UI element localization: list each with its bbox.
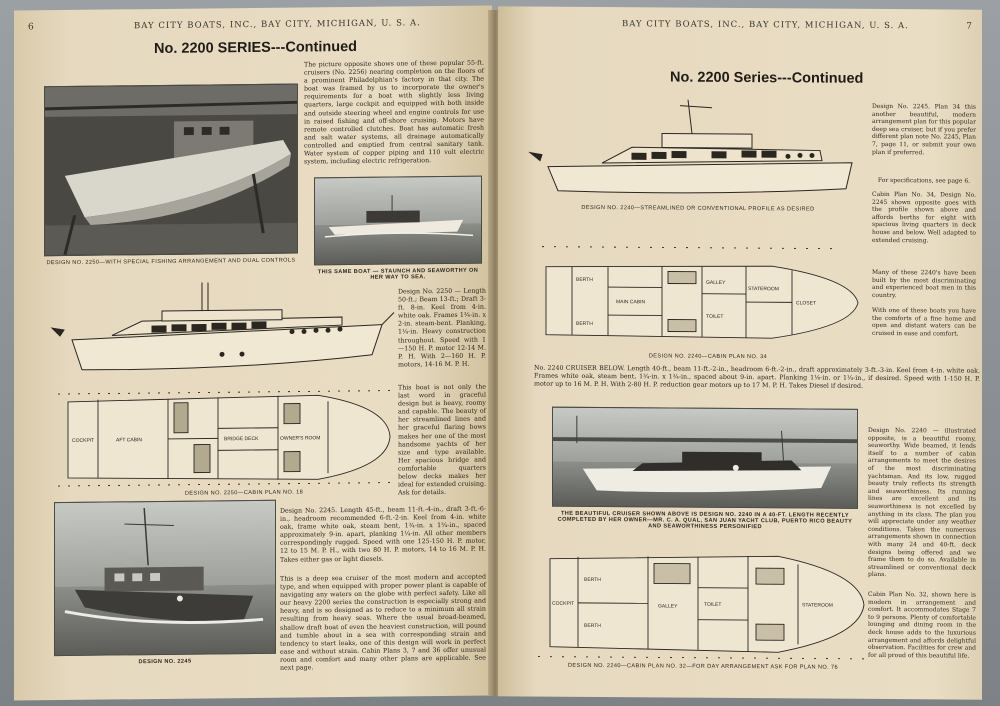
left-page <box>14 5 492 700</box>
plan18-label-cockpit: COCKPIT <box>72 437 95 444</box>
intro-text: The picture opposite shows one of these popular 55-ft. cruisers (No. 2256) nearing completion on the floors of a prominent Philadelphian's factory in that city. The boat was framed by us to incorporate the owner's requirements for a boat with slightly less living quarters, large cockpit and equipped with both inside and outside steering wheel and engine controls for use in raised fishing and off-shore cruising. Motors have remote controlled clutches. Boat has automatic fresh and salt water systems, all drainage automatically controlled and emptied from central sanitary tank. Water system of copper piping and 110 volt electric system, including electric refrigeration. <box>304 59 484 166</box>
plan18-label-aft-cabin: AFT CABIN <box>116 437 143 444</box>
cabin-plan-32 <box>538 547 868 661</box>
photo-2245-illustration <box>55 501 275 655</box>
left-page-title: No. 2200 SERIES---Continued <box>154 38 358 58</box>
side-text-plan34-intro: Design No. 2245. Plan 34 this another beautiful, modern arrangement plan for this popular deep sea cruiser, but if you prefer different plan note No. 2245, Plan 7, page 11, or submit your own plan if preferred. <box>872 102 976 156</box>
plan34-label-main-cabin: MAIN CABIN <box>616 299 646 306</box>
photo-2250-construction <box>44 84 298 257</box>
profile-2240-caption: DESIGN NO. 2240—STREAMLINED OR CONVENTIONAL PROFILE AS DESIRED <box>581 204 815 213</box>
cabin-plan-18 <box>58 387 394 489</box>
cabin-plan-18-svg <box>58 387 394 489</box>
cabin-plan-34 <box>532 237 864 349</box>
cabin-plan-34-svg <box>532 237 864 349</box>
design-2245-description: This is a deep sea cruiser of the most modern and accepted type, and when equipped with proper power plant is capable of navigating any waters on the globe with perfect safety. Like all our heavy 2200 series the construction is especially strong and heavy, and is so designed as to reduce to a minimum all strain resulting from heavy seas. Where the usual broad-beamed, shallow draft boat of even the heaviest construction, will pound and tumble about in a sea with corresponding strain and tendency to start leaks, one of this design will work in perfect ease and without strain. Cabin Plans 3, 7 and 36 offer unusual room and comfort and many other plans are applicable. See next page. <box>280 573 486 672</box>
photo-2250-at-sea <box>314 176 482 266</box>
side-text-specifications-ref: For specifications, see page 6. <box>877 176 971 185</box>
profile-drawing-2250 <box>42 272 398 384</box>
profile-2240-svg <box>512 90 862 202</box>
plan34-label-galley: GALLEY <box>706 279 726 286</box>
design-2240-specs: No. 2240 CRUISER BELOW. Length 40-ft., beam 11-ft.-2-in., headroom 6-ft.-2-in., draft approximately 3-ft.-3-in. Keel from 4-in. white oak. Frames white oak, steam bent, 1¾-in. x 1¾-in., spaced about 9-in. apart. Planking 1⅛-in. or 1¼-in., if desired. Speed with 1-150 H. P. motor up to 16 M. P. H. With 2-80 H. P. reduction gear motors up to 17 M. P. H. Takes Diesel if desired. <box>534 364 980 391</box>
photo-2240-illustration <box>553 408 857 508</box>
plan34-label-berth-1: BERTH <box>576 276 593 283</box>
plan34-label-toilet: TOILET <box>706 313 724 320</box>
side-text-plan32: Cabin Plan No. 32, shown here is modern in arrangement and comfort. It accommodates Stage 7 to 9 persons. Plenty of comfortable lounging and dining room in the deck house adds to the luxurious arrangement and affords delightful observation. Facilities for crew and for all proud of this beautiful life. <box>868 590 976 660</box>
plan34-label-stateroom: STATEROOM <box>748 286 779 293</box>
profile-drawing-2240 <box>512 90 862 202</box>
plan32-label-galley: GALLEY <box>658 603 678 610</box>
plan18-label-bridge-deck: BRIDGE DECK <box>224 435 259 443</box>
photo-2250-caption: DESIGN NO. 2250—WITH SPECIAL FISHING ARRANGEMENT AND DUAL CONTROLS <box>46 257 296 267</box>
side-text-plan34-description: Cabin Plan No. 34, Design No. 2245 shown opposite goes with the profile shown above and affords berths for eight with spacious living quarters in deck house and below. Well adapted to extended cruising. <box>872 190 976 244</box>
plan32-label-cockpit: COCKPIT <box>552 600 575 607</box>
photo-2250-sea-illustration <box>315 177 481 265</box>
photo-2240-cruiser <box>552 407 858 509</box>
side-text-builders: Many of these 2240's have been built by the most discriminating and experienced boat men in this country. <box>872 268 976 299</box>
plan32-label-berth-1: BERTH <box>584 576 601 584</box>
cabin-plan-34-caption: DESIGN NO. 2240—CABIN PLAN NO. 34 <box>648 353 768 361</box>
photo-2250-sea-caption: THIS SAME BOAT — STAUNCH AND SEAWORTHY ON HER WAY TO SEA. <box>317 267 479 281</box>
plan18-label-owners-room: OWNER'S ROOM <box>280 435 321 442</box>
profile-2250-svg <box>42 272 398 384</box>
left-page-number: 6 <box>28 22 34 33</box>
right-page-title: No. 2200 Series---Continued <box>670 69 864 87</box>
photo-2240-caption: THE BEAUTIFUL CRUISER SHOWN ABOVE IS DESIGN NO. 2240 IN A 40-FT. LENGTH RECENTLY COMPLETED BY HER OWNER—MR. C. A. QUAL, SAN JUAN YACHT CLUB, PUERTO RICO BEAUTY AND SEAWORTHINESS PERSONIFIED <box>557 510 853 531</box>
right-page <box>498 6 982 699</box>
cabin-plan-32-caption: DESIGN NO. 2240—CABIN PLAN NO. 32—FOR DAY ARRANGEMENT ASK FOR PLAN NO. 76 <box>567 662 839 671</box>
plan32-label-berth-2: BERTH <box>584 622 601 630</box>
plan32-label-stateroom: STATEROOM <box>802 602 833 609</box>
plan32-label-toilet: TOILET <box>704 601 722 608</box>
right-page-header: BAY CITY BOATS, INC., BAY CITY, MICHIGAN, U. S. A. <box>622 19 909 32</box>
photo-2250-illustration <box>45 85 297 256</box>
cabin-plan-18-caption: DESIGN NO. 2250—CABIN PLAN NO. 18 <box>184 489 304 497</box>
photo-2245-caption: DESIGN NO. 2245 <box>138 658 192 666</box>
design-2245-specs: Design No. 2245. Length 45-ft., beam 11-ft.-4-in., draft 3-ft.-6-in., headroom recommended 6-ft.-2-in. Keel from 4-in. white oak, frame white oak, steam bent, 1¾-in. x 1¾-in., spaced approximately 9-in. apart, planking 1¼-in. All other members correspondingly rugged. Speed with one 125-150 H. P. motor, 12 to 15 M. P. H., with two 80 H. P. motors, 14 to 16 M. P. H. Takes either gas or light diesels. <box>280 505 486 564</box>
left-page-header: BAY CITY BOATS, INC., BAY CITY, MICHIGAN, U. S. A. <box>134 18 421 32</box>
design-2250-description: This boat is not only the last word in graceful design but is heavy, roomy and capable. The beauty of her streamlined lines and her graceful flaring bows makes her one of the most handsome yachts of her size and type available. Her spacious bridge and comfortable quarters below decks makes her ideal for extended cruising. Ask for details. <box>398 383 486 497</box>
photo-2245 <box>54 500 276 656</box>
cabin-plan-32-svg <box>538 547 868 661</box>
right-page-number: 7 <box>966 21 972 32</box>
plan34-label-closet: CLOSET <box>796 300 817 307</box>
side-text-comforts: With one of these boats you have the comforts of a fine home and open and distant waters can be cruised in ease and comfort. <box>872 306 976 338</box>
plan34-label-berth-2: BERTH <box>576 320 593 327</box>
side-text-design-2240: Design No. 2240 — illustrated opposite, is a beautiful roomy, seaworthy. Wide beamed, it lends itself to a number of cabin arrangements to meet the desires of the most discriminating yachtsman. And its low, rugged beauty truly reflects its strength and seaworthiness. Its running lines are excellent and its seaworthiness is not excelled by anything in its class. The plan you will appreciate under any weather conditions. Taken the numerous arrangements shown in connection with many 24 and 40-ft. deck designs being offered and we frame them to do so. Available in streamlined or conventional deck plans. <box>868 426 976 579</box>
design-2250-specs: Design No. 2250 — Length 50-ft.; Beam 13-ft.; Draft 3-ft. 8-in. Keel from 4-in. white oak. Frames 1¾-in. x 2-in. steam-bent. Planking, 1¼-in. Heavy construction throughout. Speed with 1—150 H. P. motor 12-14 M. P. H. With 2—160 H. P. motors, 14-16 M. P. H. <box>398 287 486 369</box>
